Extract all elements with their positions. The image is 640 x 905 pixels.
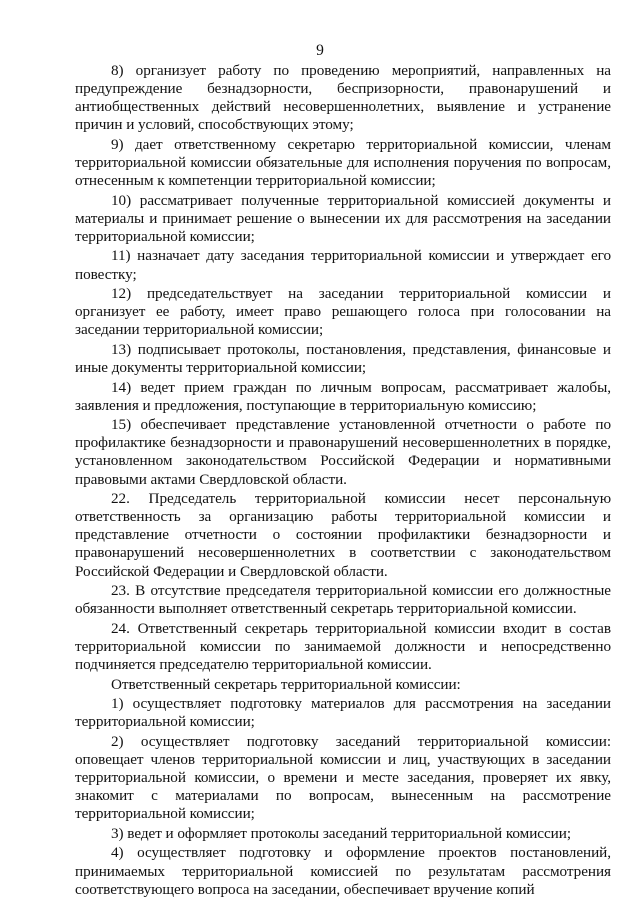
clause-23: 23. В отсутствие председателя территориальной комиссии его должностные обязанности выполняет ответственный секретарь территориальной комиссии. <box>75 582 611 618</box>
paragraph-item-14: 14) ведет прием граждан по личным вопросам, рассматривает жалобы, заявления и предложения, поступающие в территориальную комиссию; <box>75 378 611 414</box>
paragraph-item-12: 12) председательствует на заседании территориальной комиссии и организует ее работу, имеет право решающего голоса при голосовании на заседании территориальной комиссии; <box>75 285 611 339</box>
paragraph-item-15: 15) обеспечивает представление установленной отчетности о работе по профилактике безнадзорности и правонарушений несовершеннолетних в порядке, установленном законодательством Российской Федерации и нормативными правовыми актами Свердловской области. <box>75 416 611 488</box>
paragraph-item-9: 9) дает ответственному секретарю территориальной комиссии, членам территориальной комиссии обязательные для исполнения поручения по вопросам, отнесенным к компетенции территориальной комиссии; <box>75 135 611 190</box>
paragraph-item-10: 10) рассматривает полученные территориальной комиссией документы и материалы и принимает решение о вынесении их для рассмотрения на заседании территориальной комиссии; <box>75 191 611 245</box>
secretary-duty-2: 2) осуществляет подготовку заседаний территориальной комиссии: оповещает членов территориальной комиссии и лиц, участвующих в заседании территориальной комиссии, о времени и месте заседания, проверяет их явку, знакомит с материалами по вопросам, вынесенным на рассмотрение территориальной комиссии; <box>75 732 611 823</box>
paragraph-item-8: 8) организует работу по проведению мероприятий, направленных на предупреждение безнадзорности, беспризорности, правонарушений и антиобщественных действий несовершеннолетних, выявление и устранение причин и условий, способствующих этому; <box>75 62 611 134</box>
document-body <box>75 62 611 900</box>
paragraph-item-13: 13) подписывает протоколы, постановления, представления, финансовые и иные документы территориальной комиссии; <box>75 340 611 376</box>
paragraph-item-11: 11) назначает дату заседания территориальной комиссии и утверждает его повестку; <box>75 247 611 283</box>
secretary-duty-1: 1) осуществляет подготовку материалов для рассмотрения на заседании территориальной комиссии; <box>75 695 611 731</box>
secretary-duty-4: 4) осуществляет подготовку и оформление проектов постановлений, принимаемых территориальной комиссией по результатам рассмотрения соответствующего вопроса на заседании, обеспечивает вручение копий <box>75 844 611 898</box>
secretary-duties-heading: Ответственный секретарь территориальной комиссии: <box>111 675 461 693</box>
secretary-duty-3: 3) ведет и оформляет протоколы заседаний территориальной комиссии; <box>111 824 571 842</box>
page-number: 9 <box>316 42 324 59</box>
clause-22: 22. Председатель территориальной комиссии несет персональную ответственность за организацию работы территориальной комиссии и представление отчетности о состоянии профилактики безнадзорности и правонарушений несовершеннолетних в соответствии с законодательством Российской Федерации и Свердловской области. <box>75 490 611 580</box>
clause-24: 24. Ответственный секретарь территориальной комиссии входит в состав территориальной комиссии по занимаемой должности и непосредственно подчиняется председателю территориальной комиссии. <box>75 619 611 673</box>
